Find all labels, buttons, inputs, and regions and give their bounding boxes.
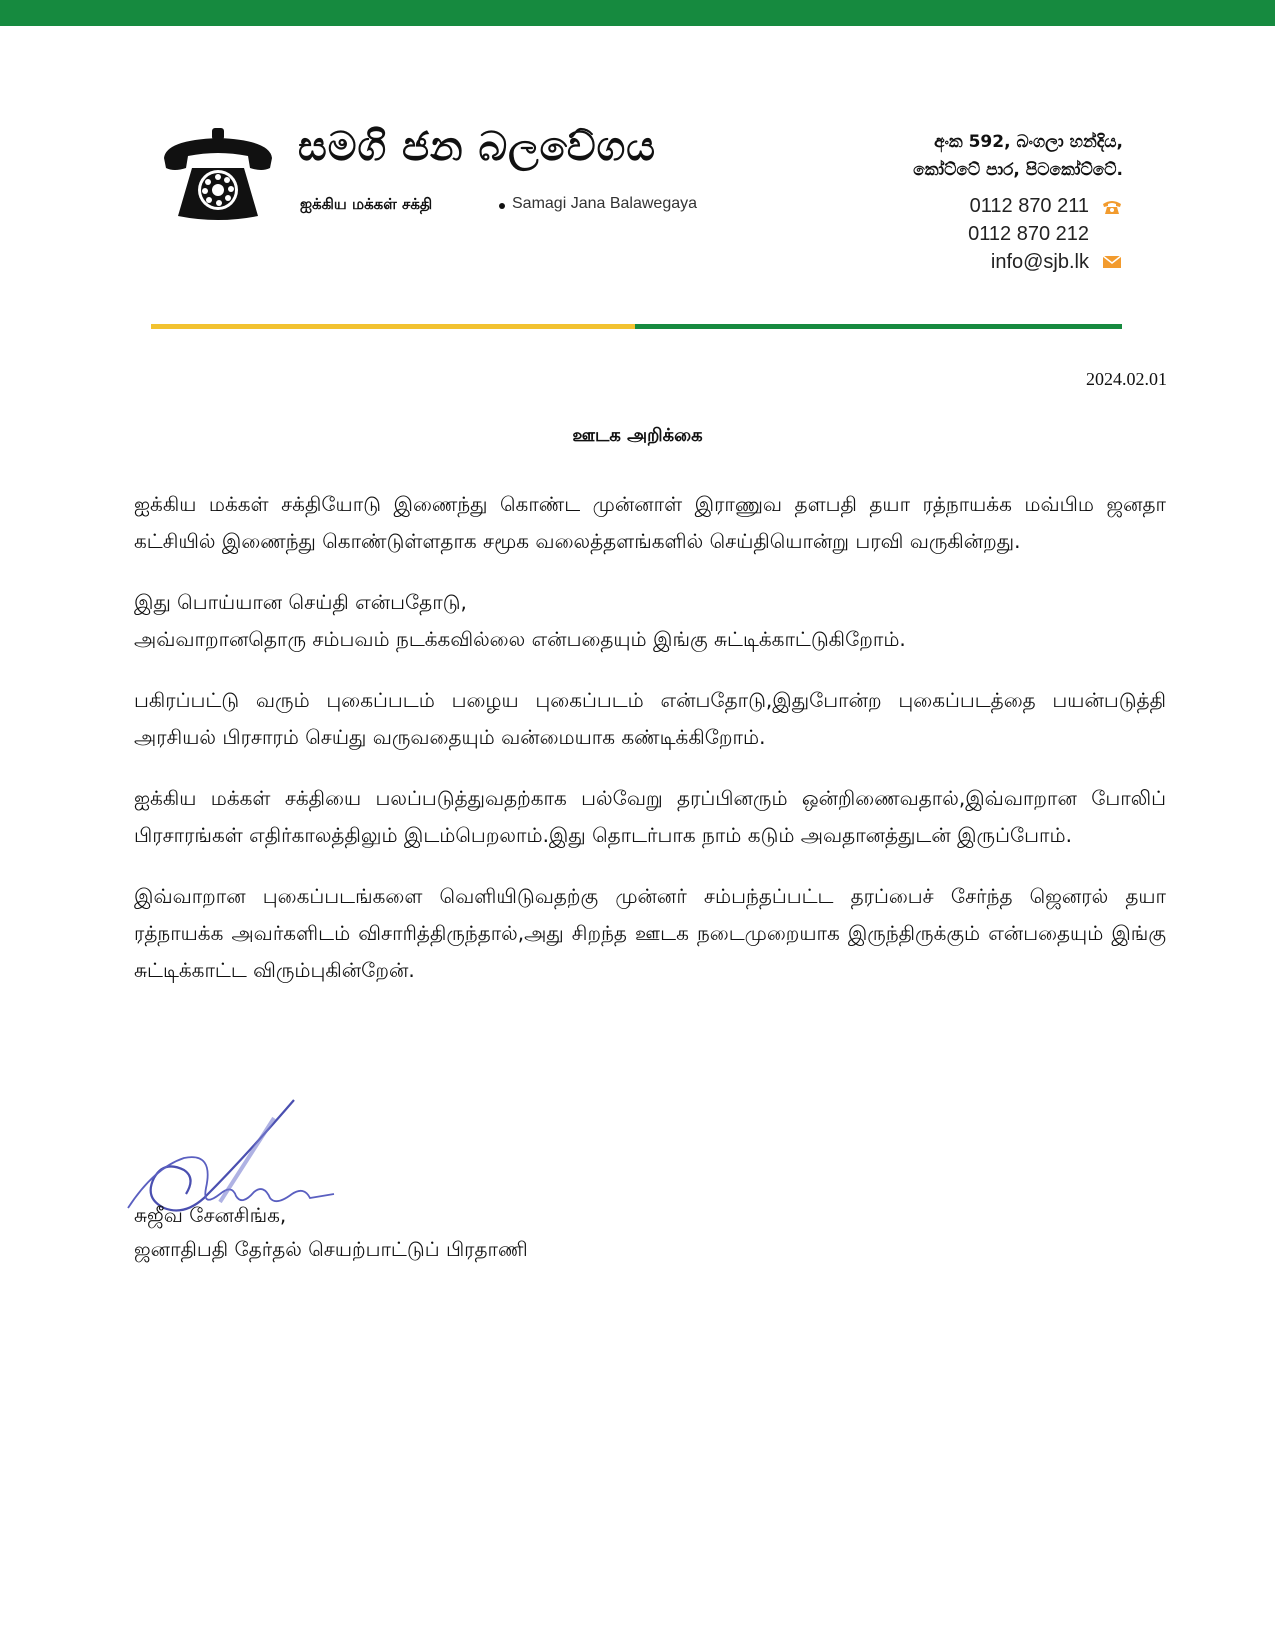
document-date: 2024.02.01	[1086, 369, 1167, 389]
document-body	[134, 486, 1166, 1013]
phone-row-2	[913, 220, 1123, 248]
contact-block	[913, 128, 1123, 276]
phone-number-2: 0112 870 212	[968, 223, 1089, 245]
address-line-2: කෝට්ටේ පාර, පිටකෝට්ටේ.	[913, 160, 1123, 180]
phone-number-1: 0112 870 211	[969, 195, 1089, 217]
address-line-1: අංක 592, බංගලා හන්දිය,	[934, 132, 1123, 152]
telephone-icon	[158, 124, 278, 224]
divider-green	[635, 324, 1122, 329]
paragraph-4: ஐக்கிய மக்கள் சக்தியை பலப்படுத்துவதற்காக பல்வேறு தரப்பினரும் ஒன்றிணைவதால்,இவ்வாறான போலிப் பிரசாரங்கள் எதிர்காலத்திலும் இடம்பெறலாம்.இது தொடர்பாக நாம் கடும் அவதானத்துடன் இருப்போம்.	[134, 786, 1166, 847]
signatory-block	[134, 1198, 528, 1266]
brand-name-tamil: ஐக்கிய மக்கள் சக்தி	[300, 195, 433, 213]
phone-row-1	[913, 192, 1123, 220]
signatory-name: சுஜீவ சேனசிங்க,	[134, 1203, 287, 1227]
phone-icon	[1101, 197, 1123, 215]
signatory-position: ஜனாதிபதி தேர்தல் செயற்பாட்டுப் பிரதாணி	[134, 1237, 528, 1261]
email-address[interactable]: info@sjb.lk	[990, 251, 1089, 273]
mail-icon	[1101, 253, 1123, 271]
bullet-dot	[499, 203, 505, 209]
paragraph-5: இவ்வாறான புகைப்படங்களை வெளியிடுவதற்கு முன்னர் சம்பந்தப்பட்ட தரப்பைச் சேர்ந்த ஜெனரல் தயா ரத்நாயக்க அவர்களிடம் விசாரித்திருந்தால்,அது சிறந்த ஊடக நடைமுறையாக இருந்திருக்கும் என்பதையும் இங்கு சுட்டிக்காட்ட விரும்புகின்றேன்.	[134, 884, 1166, 982]
brand-name-sinhala: සමගි ජන බලවේගය	[298, 124, 657, 170]
paragraph-3: பகிரப்பட்டு வரும் புகைப்படம் பழைய புகைப்படம் என்பதோடு,இதுபோன்ற புகைப்படத்தை பயன்படுத்தி அரசியல் பிரசாரம் செய்து வருவதையும் வன்மையாக கண்டிக்கிறோம்.	[134, 688, 1166, 749]
paragraph-2a: இது பொய்யான செய்தி என்பதோடு,	[134, 590, 467, 614]
email-row	[913, 248, 1123, 276]
paragraph-2b: அவ்வாறானதொரு சம்பவம் நடக்கவில்லை என்பதையும் இங்கு சுட்டிக்காட்டுகிறோம்.	[134, 627, 906, 651]
top-green-bar	[0, 0, 1275, 26]
paragraph-1: ஐக்கிய மக்கள் சக்தியோடு இணைந்து கொண்ட முன்னாள் இராணுவ தளபதி தயா ரத்நாயக்க மவ்பிம ஜனதா கட்சியில் இணைந்து கொண்டுள்ளதாக சமூக வலைத்தளங்களில் செய்தியொன்று பரவி வருகின்றது.	[134, 492, 1166, 553]
brand-name-english: Samagi Jana Balawegaya	[512, 195, 698, 212]
divider-yellow	[151, 324, 635, 329]
document-title: ஊடக அறிக்கை	[572, 425, 703, 446]
